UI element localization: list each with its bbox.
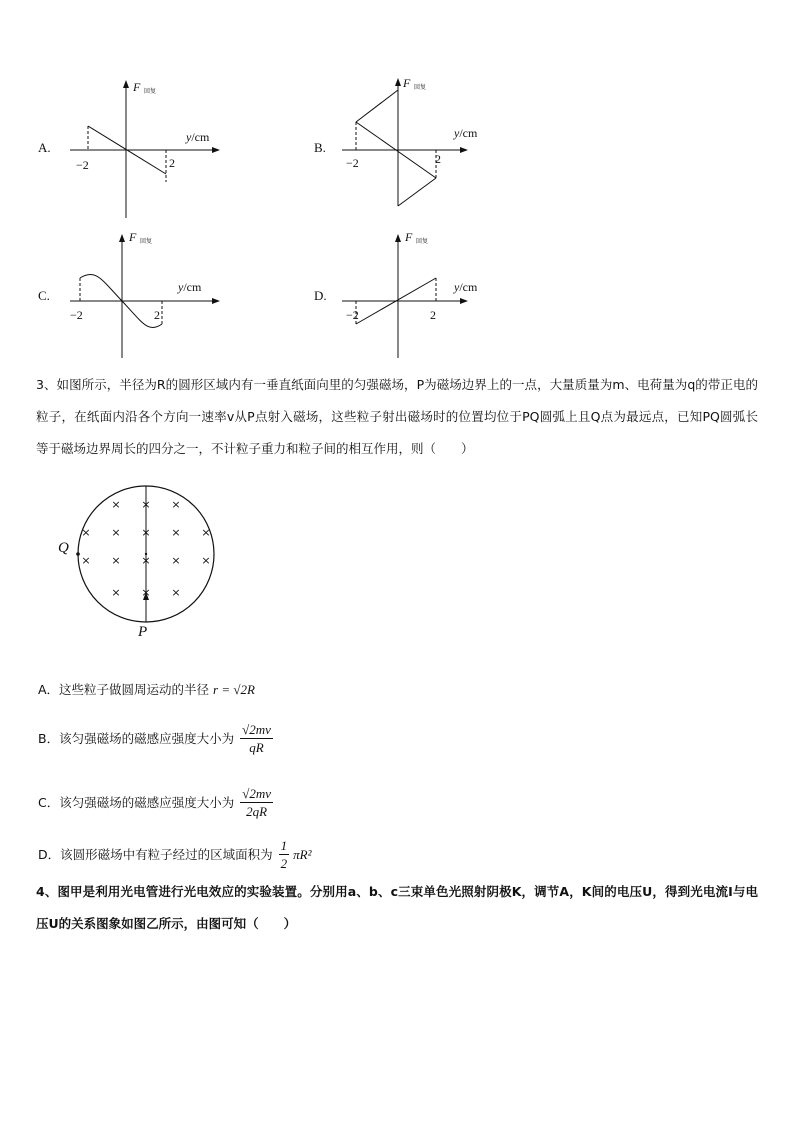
- field-cross-mark: ×: [111, 586, 121, 599]
- field-cross-mark: ×: [171, 526, 181, 539]
- graph-c-y-label: y/cm: [178, 280, 202, 294]
- q3-option-d[interactable]: [38, 838, 311, 873]
- q3-option-c-denominator: 2qR: [246, 804, 268, 819]
- q3-option-c-fraction: [240, 786, 273, 821]
- graph-a-plot: [36, 78, 266, 218]
- q3-option-b-text: B．该匀强磁场的磁感应强度大小为: [38, 731, 235, 746]
- option-letter-a: A.: [38, 140, 51, 155]
- field-cross-mark: ×: [171, 498, 181, 511]
- field-cross-mark: ×: [141, 586, 151, 599]
- field-cross-mark: ×: [201, 554, 211, 567]
- q3-option-a[interactable]: [38, 680, 255, 698]
- graph-d: [312, 228, 542, 362]
- graph-c-neg-tick: −2: [70, 308, 83, 322]
- option-letter-c: C.: [38, 288, 50, 303]
- field-cross-mark: ×: [81, 526, 91, 539]
- graph-c: [36, 228, 266, 362]
- graph-d-f-sub: 回复: [416, 238, 429, 245]
- q3-option-c[interactable]: [38, 786, 273, 821]
- field-cross-mark: ×: [81, 554, 91, 567]
- q3-option-a-formula: r = √2R: [213, 682, 255, 697]
- graph-a-neg-tick: −2: [76, 158, 89, 172]
- graph-c-f-sub: 回复: [140, 238, 153, 245]
- graph-c-f-label: F: [129, 230, 137, 244]
- q3-option-d-fraction: [279, 838, 290, 873]
- graph-b: [312, 76, 542, 218]
- q3-option-d-text: D．该圆形磁场中有粒子经过的区域面积为: [38, 847, 273, 862]
- magnetic-field-circle: [56, 480, 226, 640]
- magnetic-field-figure: [56, 480, 226, 640]
- graph-b-f-label: F: [403, 76, 411, 90]
- field-cross-mark: ×: [171, 586, 181, 599]
- q3-option-b[interactable]: [38, 722, 273, 757]
- graph-b-pos-tick: 2: [435, 152, 441, 166]
- q3-option-b-numerator: √2mv: [242, 722, 271, 737]
- q3-option-d-numerator: 1: [280, 838, 288, 853]
- graph-a-y-label: y/cm: [186, 130, 210, 144]
- q3-option-c-numerator: √2mv: [242, 786, 272, 801]
- graph-c-plot: [36, 228, 266, 362]
- q3-option-b-denominator: qR: [249, 740, 264, 755]
- graph-a-f-sub: 回复: [144, 88, 157, 95]
- graph-b-y-label: y/cm: [454, 126, 478, 140]
- graph-d-f-label: F: [405, 230, 413, 244]
- question-3-text: 3、如图所示，半径为R的圆形区域内有一垂直纸面向里的匀强磁场，P为磁场边界上的一点，大量质量为m、电荷量为q的带正电的粒子，在纸面内沿各个方向一速率v从P点射入磁场，这些粒子射出磁场时的位置均位于PQ圆弧上且Q点为最远点，已知PQ圆弧长等于磁场边界周长的四分之一，不计粒子重力和粒子间的相互作用，则（ ）: [36, 377, 758, 456]
- graph-b-neg-tick: −2: [346, 156, 359, 170]
- graph-c-pos-tick: 2: [154, 308, 160, 322]
- field-cross-mark: ×: [141, 554, 151, 567]
- graph-d-neg-tick: −2: [346, 308, 359, 322]
- q3-option-d-denominator: 2: [280, 856, 288, 871]
- graph-a-f-label: F: [133, 80, 141, 94]
- q3-option-d-tail: πR²: [293, 847, 312, 862]
- field-cross-mark: ×: [141, 498, 151, 511]
- graph-a: [36, 78, 266, 218]
- graph-d-plot: [312, 228, 542, 362]
- graph-b-plot: [312, 76, 542, 218]
- point-p-label: P: [138, 624, 148, 640]
- field-cross-mark: ×: [171, 554, 181, 567]
- q3-option-c-text: C．该匀强磁场的磁感应强度大小为: [38, 795, 235, 810]
- graph-d-y-label: y/cm: [454, 280, 478, 294]
- field-cross-mark: ×: [111, 554, 121, 567]
- option-letter-b: B.: [314, 140, 326, 155]
- field-cross-mark: ×: [111, 498, 121, 511]
- field-cross-mark: ×: [201, 526, 211, 539]
- field-cross-mark: ×: [111, 526, 121, 539]
- q3-option-b-fraction: [240, 722, 273, 757]
- graph-a-pos-tick: 2: [169, 156, 175, 170]
- graph-b-f-sub: 回复: [414, 84, 427, 91]
- field-cross-mark: ×: [141, 526, 151, 539]
- option-letter-d: D.: [314, 288, 327, 303]
- q3-option-a-text: A．这些粒子做圆周运动的半径: [38, 682, 210, 697]
- point-q-label: Q: [58, 540, 69, 556]
- graph-d-pos-tick: 2: [430, 308, 436, 322]
- question-4-text: 4、图甲是利用光电管进行光电效应的实验装置。分别用a、b、c三束单色光照射阴极K，调节A，K间的电压U，得到光电流I与电压U的关系图象如图乙所示，由图可知（ ）: [36, 884, 758, 931]
